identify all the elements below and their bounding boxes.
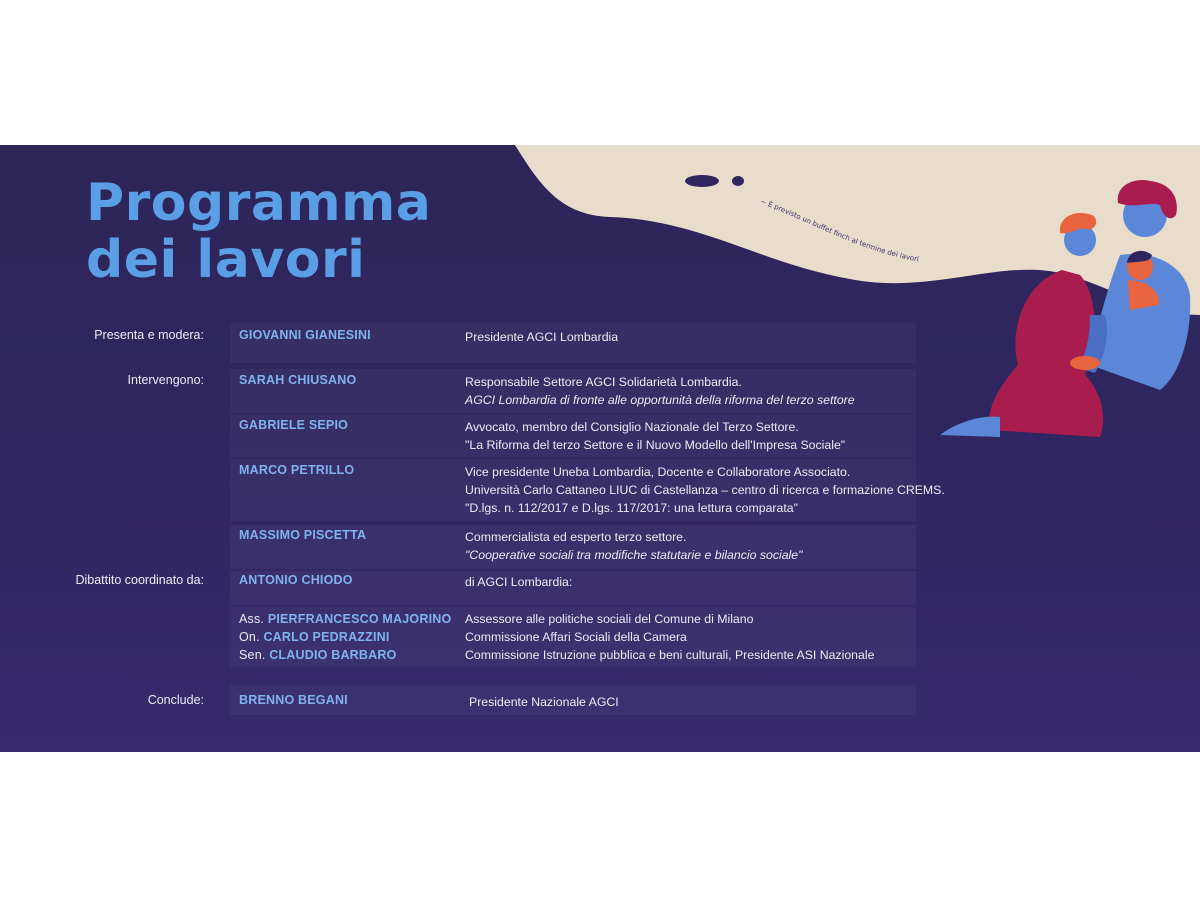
description-line: Presidente Nazionale AGCI: [469, 695, 619, 709]
description-line: di AGCI Lombardia:: [465, 575, 573, 589]
speaker-name: SARAH CHIUSANO: [239, 373, 357, 387]
speaker-description: [465, 463, 945, 517]
talk-title: "Cooperative sociali tra modifiche statutarie e bilancio sociale": [465, 548, 803, 562]
drop-shape: [685, 175, 719, 187]
program-banner: [0, 145, 1200, 752]
panel-member-name: CARLO PEDRAZZINI: [263, 630, 390, 644]
panel-member-name: CLAUDIO BARBARO: [269, 648, 397, 662]
panel-member: [239, 610, 451, 628]
speaker-description: [465, 328, 618, 346]
role-label: Presenta e modera:: [94, 328, 204, 342]
speaker-description: [465, 573, 572, 591]
talk-title: "D.lgs. n. 112/2017 e D.lgs. 117/2017: una lettura comparata": [465, 501, 798, 515]
role-label: Intervengono:: [127, 373, 204, 387]
page-title: [86, 175, 431, 289]
title-prefix: Sen.: [239, 648, 266, 662]
panel-member: [239, 646, 451, 664]
panel-member-name: PIERFRANCESCO MAJORINO: [267, 612, 452, 626]
role-label: Dibattito coordinato da:: [75, 573, 204, 587]
panel-names: [239, 610, 451, 664]
title-line-1: Programma: [86, 173, 432, 233]
speaker-name: BRENNO BEGANI: [239, 693, 348, 707]
description-line: Commissione Affari Sociali della Camera: [465, 630, 687, 644]
title-prefix: On.: [239, 630, 260, 644]
woman-foot-shape: [940, 417, 1000, 437]
description-line: Vice presidente Uneba Lombardia, Docente e Collaboratore Associato.: [465, 465, 851, 479]
talk-title: AGCI Lombardia di fronte alle opportunità della riforma del terzo settore: [465, 393, 855, 407]
speaker-name: MASSIMO PISCETTA: [239, 528, 367, 542]
hands-shape: [1070, 356, 1100, 370]
description-line: Assessore alle politiche sociali del Comune di Milano: [465, 612, 754, 626]
drop-shape: [732, 176, 744, 186]
description-line: Responsabile Settore AGCI Solidarietà Lombardia.: [465, 375, 742, 389]
title-line-2: dei lavori: [86, 230, 366, 290]
speaker-name: GIOVANNI GIANESINI: [239, 328, 371, 342]
speaker-description: [465, 373, 855, 409]
description-line: Università Carlo Cattaneo LIUC di Castellanza – centro di ricerca e formazione CREMS.: [465, 483, 945, 497]
description-line: Avvocato, membro del Consiglio Nazionale del Terzo Settore.: [465, 420, 799, 434]
role-label: Conclude:: [147, 693, 204, 707]
speaker-description: [469, 693, 619, 711]
description-line: Commissione Istruzione pubblica e beni culturali, Presidente ASI Nazionale: [465, 648, 875, 662]
speaker-name: GABRIELE SEPIO: [239, 418, 349, 432]
panel-member: [239, 628, 451, 646]
talk-title: "La Riforma del terzo Settore e il Nuovo Modello dell'Impresa Sociale": [465, 438, 846, 452]
title-prefix: Ass.: [239, 612, 265, 626]
cream-wave-shape: [515, 145, 1200, 315]
panel-descriptions: [465, 610, 874, 664]
buffet-note-text: ~ È previsto un buffet finch al termine dei lavori: [759, 197, 920, 264]
speaker-name: ANTONIO CHIODO: [239, 573, 353, 587]
speaker-description: [465, 528, 803, 564]
description-line: Presidente AGCI Lombardia: [465, 330, 619, 344]
description-line: Commercialista ed esperto terzo settore.: [465, 530, 687, 544]
speaker-description: [465, 418, 845, 454]
speaker-name: MARCO PETRILLO: [239, 463, 355, 477]
